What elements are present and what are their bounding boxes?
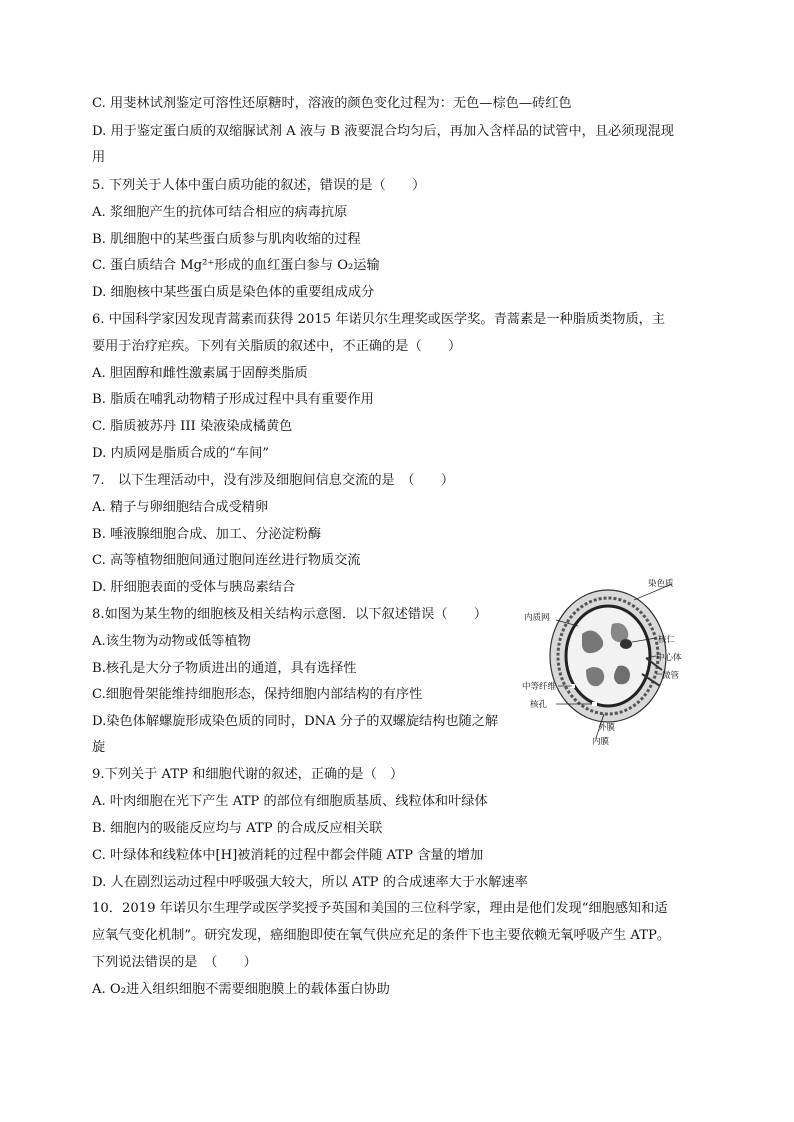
text-line: A. 浆细胞产生的抗体可结合相应的病毒抗原 xyxy=(92,205,348,220)
nuclear-envelope xyxy=(566,606,650,706)
text-line: 要用于治疗疟疾。下列有关脂质的叙述中，不正确的是（ ） xyxy=(92,339,462,354)
label-nuclear-pore: 核孔 xyxy=(530,700,548,710)
text-line: C.细胞骨架能维持细胞形态，保持细胞内部结构的有序性 xyxy=(92,687,423,702)
text-line: 5. 下列关于人体中蛋白质功能的叙述，错误的是（ ） xyxy=(92,178,426,193)
text-line: D.染色体解螺旋形成染色质的同时，DNA 分子的双螺旋结构也随之解 xyxy=(92,714,499,729)
text-line: D. 细胞核中某些蛋白质是染色体的重要组成成分 xyxy=(92,285,375,300)
nucleolus xyxy=(620,639,632,649)
text-line: B.核孔是大分子物质进出的通道，具有选择性 xyxy=(92,661,357,676)
text-line: A. 叶肉细胞在光下产生 ATP 的部位有细胞质基质、线粒体和叶绿体 xyxy=(92,794,488,809)
text-line: A. O₂进入组织细胞不需要细胞膜上的载体蛋白协助 xyxy=(92,982,390,997)
label-chromatin: 染色质 xyxy=(648,579,674,589)
text-line: 用 xyxy=(92,150,106,165)
text-line: B. 细胞内的吸能反应均与 ATP 的合成反应相关联 xyxy=(92,821,383,836)
text-line: B. 肌细胞中的某些蛋白质参与肌肉收缩的过程 xyxy=(92,232,361,247)
text-line: A.该生物为动物或低等植物 xyxy=(92,634,251,649)
text-line: 应氧气变化机制”。研究发现，癌细胞即使在氧气供应充足的条件下也主要依赖无氧呼吸产生 ATP。 xyxy=(92,928,671,943)
nucleus-diagram xyxy=(522,574,684,752)
label-outer-membrane: 外膜 xyxy=(598,723,616,733)
text-line: C. 叶绿体和线粒体中[H]被消耗的过程中都会伴随 ATP 含量的增加 xyxy=(92,848,484,863)
text-line: C. 脂质被苏丹 III 染液染成橘黄色 xyxy=(92,419,293,434)
text-line: C. 用斐林试剂鉴定可溶性还原糖时，溶液的颜色变化过程为：无色—棕色—砖红色 xyxy=(92,96,572,111)
label-inner-membrane: 内膜 xyxy=(592,737,610,747)
text-line: D. 肝细胞表面的受体与胰岛素结合 xyxy=(92,580,296,595)
text-line: A. 胆固醇和雌性激素属于固醇类脂质 xyxy=(92,366,308,381)
text-line: 7. 以下生理活动中，没有涉及细胞间信息交流的是 （ ） xyxy=(92,473,455,488)
text-line: C. 蛋白质结合 Mg²⁺形成的血红蛋白参与 O₂运输 xyxy=(92,258,380,273)
text-line: D. 内质网是脂质合成的“车间” xyxy=(92,446,270,461)
text-line: D. 用于鉴定蛋白质的双缩脲试剂 A 液与 B 液要混合均匀后，再加入含样品的试管中，且必须现混现 xyxy=(92,124,674,139)
label-centrosome: 中心体 xyxy=(656,653,682,663)
text-line: B. 脂质在哺乳动物精子形成过程中具有重要作用 xyxy=(92,392,374,407)
text-line: C. 高等植物细胞间通过胞间连丝进行物质交流 xyxy=(92,553,361,568)
text-line: 旋 xyxy=(92,740,106,755)
text-line: 下列说法错误的是 （ ） xyxy=(92,955,257,970)
label-er: 内质网 xyxy=(524,613,550,623)
text-line: B. 唾液腺细胞合成、加工、分泌淀粉酶 xyxy=(92,527,322,542)
label-microtubule: 微管 xyxy=(662,671,680,681)
text-line: 9.下列关于 ATP 和细胞代谢的叙述，正确的是（ ） xyxy=(92,767,404,782)
text-line: 6. 中国科学家因发现青蒿素而获得 2015 年诺贝尔生理奖或医学奖。青蒿素是一种脂质类物质，主 xyxy=(92,312,666,327)
label-nucleolus: 核仁 xyxy=(658,635,676,645)
text-line: 10．2019 年诺贝尔生理学或医学奖授予英国和美国的三位科学家，理由是他们发现“细胞感知和适 xyxy=(92,901,668,916)
text-line: A. 精子与卵细胞结合成受精卵 xyxy=(92,500,269,515)
text-line: 8.如图为某生物的细胞核及相关结构示意图．以下叙述错误（ ） xyxy=(92,607,488,622)
nucleus-diagram-svg xyxy=(522,574,684,752)
text-line: D. 人在剧烈运动过程中呼吸强大较大，所以 ATP 的合成速率大于水解速率 xyxy=(92,875,528,890)
label-intermediate-filament: 中等纤维 xyxy=(522,682,557,692)
nuclear-pore xyxy=(592,702,597,706)
